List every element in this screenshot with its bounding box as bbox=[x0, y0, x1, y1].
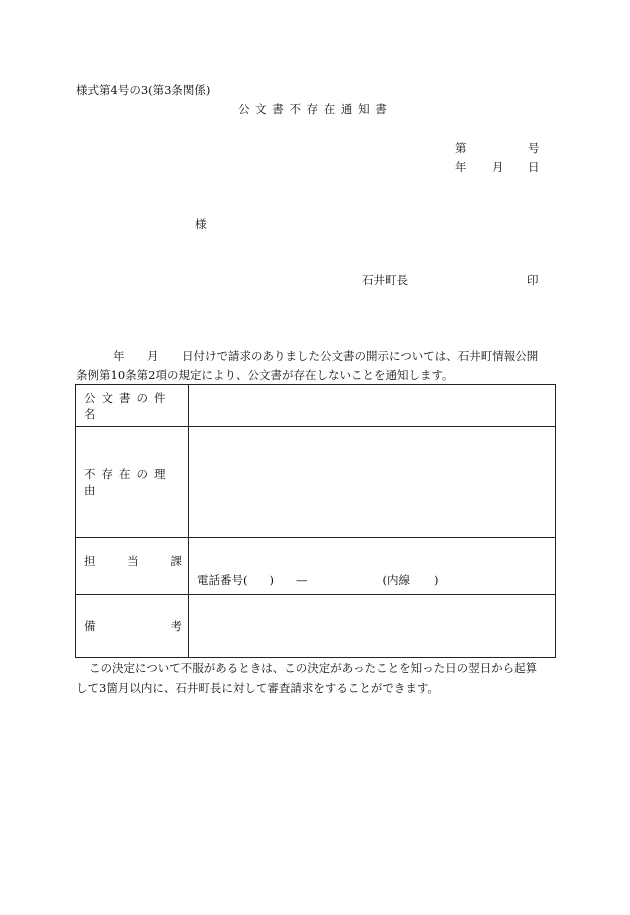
remarks-label-char: 備 bbox=[84, 619, 96, 633]
reason-label: 不存在の理由 bbox=[84, 467, 172, 497]
extension-close: ) bbox=[434, 573, 439, 587]
dept-label-char: 担 bbox=[84, 554, 96, 568]
remarks-value[interactable] bbox=[189, 595, 556, 658]
phone-line bbox=[197, 572, 439, 588]
dept-label-char: 課 bbox=[170, 554, 182, 568]
row-document-name bbox=[76, 385, 556, 427]
document-title: 公 文 書 不 存 在 通 知 書 bbox=[238, 102, 388, 116]
body-line1: 日付けで請求のありました公文書の開示については、石井町情報公開 bbox=[182, 349, 539, 363]
phone-prefix: 電話番号( bbox=[197, 573, 248, 587]
dept-label bbox=[76, 553, 188, 569]
remarks-label bbox=[76, 618, 188, 634]
reason-value[interactable] bbox=[189, 427, 556, 538]
date-month: 月 bbox=[492, 160, 504, 174]
row-department bbox=[76, 538, 556, 595]
date-day: 日 bbox=[528, 160, 540, 174]
body-month: 月 bbox=[147, 349, 159, 363]
row-reason bbox=[76, 427, 556, 538]
body-line2: 条例第10条第2項の規定により、公文書が存在しないことを通知します。 bbox=[76, 368, 454, 382]
doc-name-label-cell bbox=[76, 385, 189, 427]
doc-name-value[interactable] bbox=[189, 385, 556, 427]
row-remarks bbox=[76, 595, 556, 658]
dept-label-char: 当 bbox=[127, 554, 139, 568]
notice-table bbox=[75, 384, 556, 658]
form-number: 様式第4号の3(第3条関係) bbox=[76, 83, 211, 97]
dept-value[interactable] bbox=[189, 538, 556, 595]
footer-line1: この決定について不服があるときは、この決定があったことを知った日の翌日から起算 bbox=[89, 661, 538, 675]
body-year: 年 bbox=[113, 349, 125, 363]
extension-open: (内線 bbox=[382, 573, 410, 587]
phone-close: ) bbox=[269, 573, 274, 587]
doc-name-label: 公文書の件名 bbox=[84, 390, 172, 421]
footer-line2: して3箇月以内に、石井町長に対して審査請求をすることができます。 bbox=[76, 681, 439, 695]
number-dai: 第 bbox=[455, 141, 467, 155]
seal-mark: 印 bbox=[527, 273, 539, 287]
reason-label-cell bbox=[76, 427, 189, 538]
issuer-name: 石井町長 bbox=[362, 273, 408, 287]
phone-dash: — bbox=[296, 573, 308, 587]
date-year: 年 bbox=[455, 160, 467, 174]
remarks-label-char: 考 bbox=[170, 619, 182, 633]
dept-label-cell bbox=[76, 538, 189, 595]
addressee-sama: 様 bbox=[195, 217, 207, 231]
number-go: 号 bbox=[528, 141, 540, 155]
remarks-label-cell bbox=[76, 595, 189, 658]
